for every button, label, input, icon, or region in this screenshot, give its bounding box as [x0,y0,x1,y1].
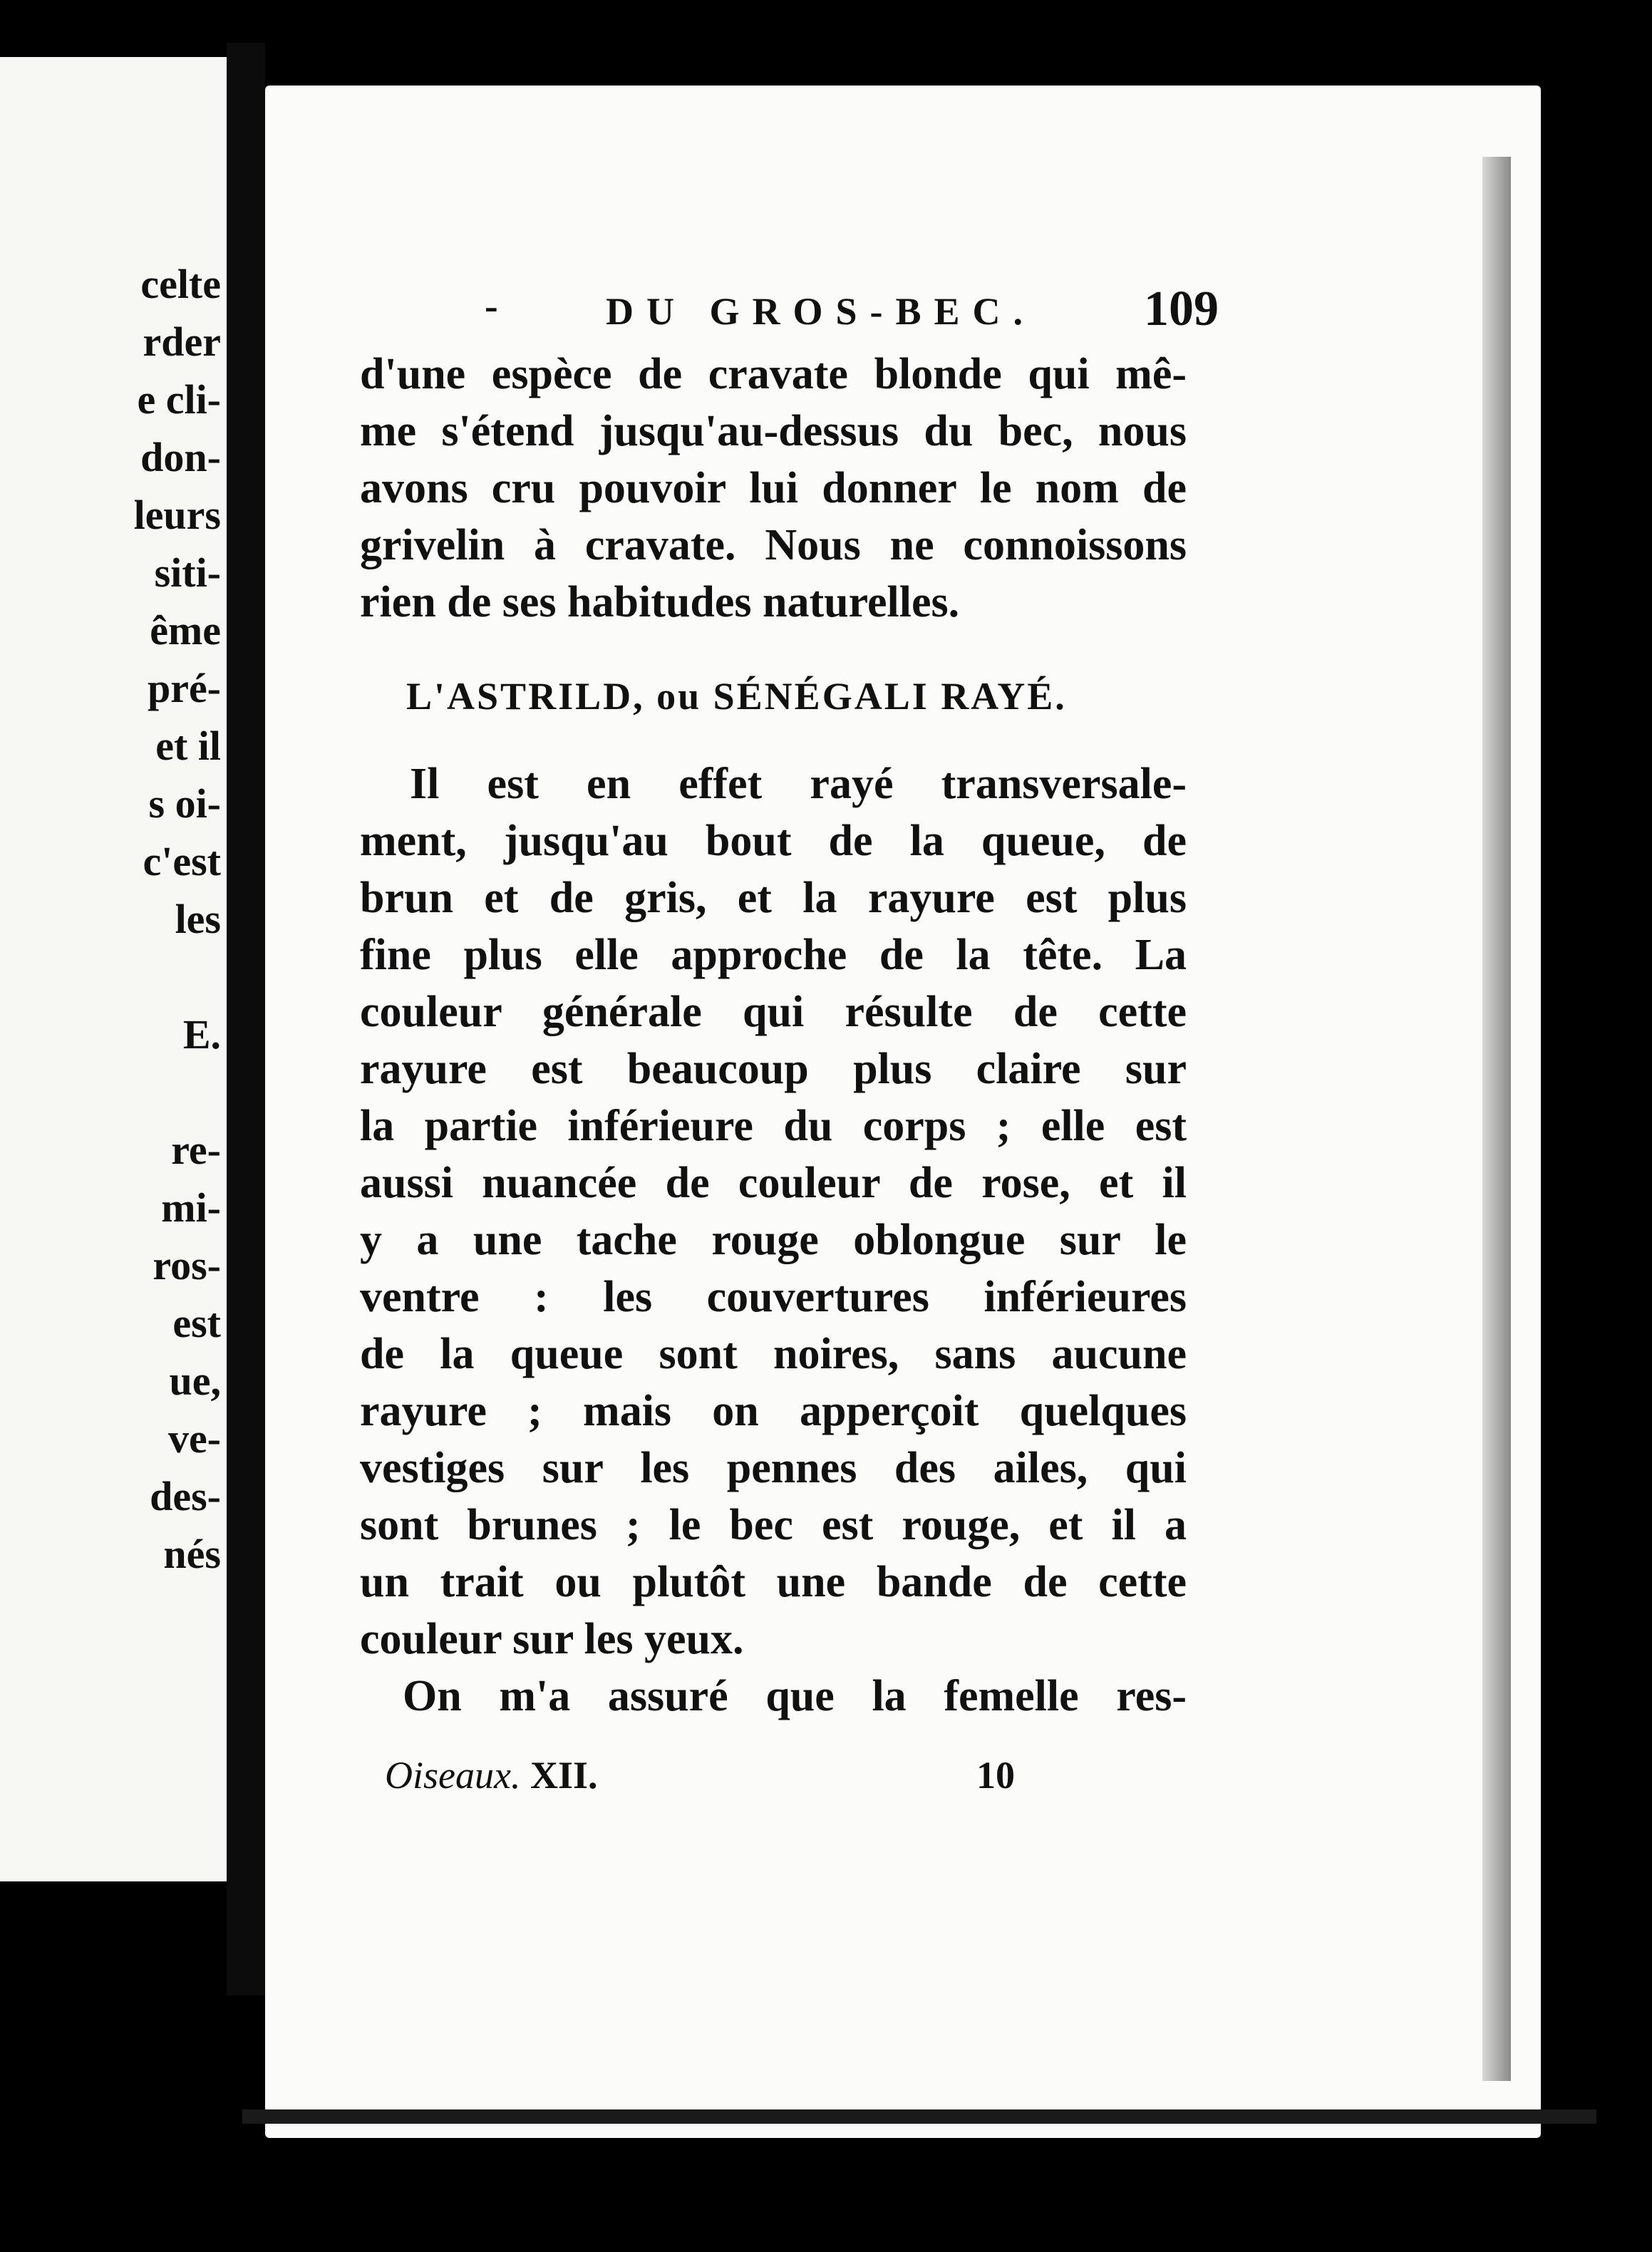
running-head: DU GROS-BEC. [606,290,1036,333]
left-page-line: ve- [167,1415,221,1462]
text-line: ment, jusqu'au bout de la queue, de [360,817,1187,865]
left-page-line: et il [155,723,221,769]
left-page-line: don- [140,434,221,480]
text-line: couleur générale qui résulte de cette [360,988,1187,1036]
paragraph-2 [360,755,1187,1725]
text-line: d'une espèce de cravate blonde qui mê- [360,350,1187,398]
left-page-line: E. [182,1011,221,1058]
page-number: 109 [1144,282,1219,336]
page-header [485,284,1219,348]
text-line: grivelin à cravate. Nous ne connoissons [360,521,1187,569]
left-page-line: rder [143,319,221,365]
text-line: de la queue sont noires, sans aucune [360,1330,1187,1378]
text-line: couleur sur les yeux. [360,1615,744,1663]
signature-mark: 10 [976,1754,1015,1797]
text-line: rayure est beaucoup plus claire sur [360,1045,1187,1093]
text-line: me s'étend jusqu'au-dessus du bec, nous [360,407,1187,455]
left-page-line: les [175,896,221,942]
left-page-line: ros- [153,1242,221,1288]
text-line: aussi nuancée de couleur de rose, et il [360,1159,1187,1207]
section-title: L'ASTRILD, ou SÉNÉGALI RAYÉ. [406,675,1067,718]
text-line: un trait ou plutôt une bande de cette [360,1558,1187,1606]
left-page-line: re- [171,1127,221,1173]
left-page-line: ême [150,607,221,654]
header-dash: - [485,284,498,329]
left-page-line: est [172,1300,221,1346]
left-page-line: pré- [147,665,221,711]
text-line: sont brunes ; le bec est rouge, et il a [360,1501,1187,1549]
text-line: rayure ; mais on apperçoit quelques [360,1387,1187,1435]
paragraph-1 [360,346,1187,631]
text-line: ventre : les couvertures inférieures [360,1273,1187,1321]
left-page-line: s oi- [148,780,221,827]
text-line: brun et de gris, et la rayure est plus [360,874,1187,922]
left-page-line: nés [163,1531,221,1577]
text-line: fine plus elle approche de la tête. La [360,931,1187,979]
left-page-line: des- [150,1473,221,1519]
text-line: la partie inférieure du corps ; elle est [360,1102,1187,1150]
left-page-line: ue, [169,1358,221,1404]
text-line: y a une tache rouge oblongue sur le [360,1216,1187,1264]
text-line: Il est en effet rayé transversale- [410,760,1187,808]
signature-volume: XII. [530,1754,598,1797]
signature-text: Oiseaux. [385,1754,521,1797]
left-page-line: siti- [154,549,221,596]
page-footer [385,1753,1069,1810]
left-page-line: mi- [161,1184,221,1231]
text-line: avons cru pouvoir lui donner le nom de [360,464,1187,512]
page-bottom-edge [242,2109,1596,2124]
text-line: vestiges sur les pennes des ailes, qui [360,1444,1187,1492]
left-page-line: e cli- [137,376,221,423]
page-edge-shadow [1482,157,1511,2081]
text-line: rien de ses habitudes naturelles. [360,578,960,626]
left-page-fragment [0,57,227,1881]
left-page-line: c'est [143,838,221,884]
left-page-line: leurs [133,492,221,538]
left-page-line: celte [140,261,221,307]
book-gutter [227,43,265,1995]
text-line: On m'a assuré que la femelle res- [403,1672,1187,1720]
signature-line [385,1753,597,1797]
